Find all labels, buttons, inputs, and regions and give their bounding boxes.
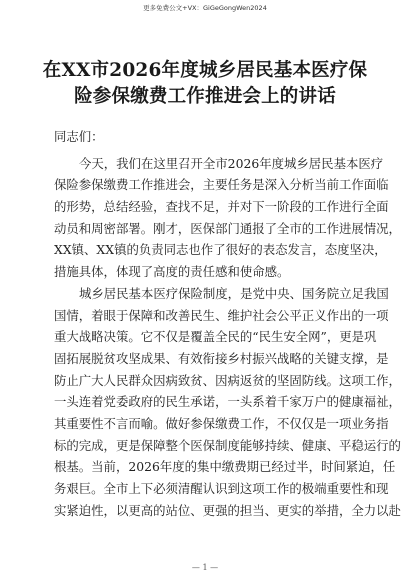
paragraph-2-line: 国情，着眼于保障和改善民生、维护社会公平正义作出的一项	[54, 307, 389, 323]
salutation: 同志们：	[54, 129, 104, 144]
title-line-2: 险参保缴费工作推进会上的讲话	[74, 86, 336, 107]
paragraph-2-line: 防止广大人民群众因病致贫、因病返贫的坚固防线。这项工作，	[54, 372, 401, 388]
paragraph-2-line: 实紧迫性，以更高的站位、更强的担当、更实的举措，全力以赴	[54, 502, 401, 518]
paragraph-2-line: 标的完成，更是保障整个医保制度能够持续、健康、平稳运行的	[54, 437, 401, 453]
paragraph-1-line: 动员和周密部署。刚才，医保部门通报了全市的工作进展情况，	[54, 220, 401, 236]
paragraph-1-line: 今天，我们在这里召开全市2026年度城乡居民基本医疗	[79, 155, 384, 171]
paragraph-2-line: 城乡居民基本医疗保险制度，是党中央、国务院立足我国	[79, 285, 389, 301]
document-body	[54, 126, 401, 521]
top-banner: 更多免费公文+VX：GiGeGongWen2024	[143, 4, 267, 12]
paragraph-1-line: 保险参保缴费工作推进会，主要任务是深入分析当前工作面临	[54, 177, 389, 193]
paragraph-2-line: 务艰巨。全市上下必须清醒认识到这项工作的极端重要性和现	[54, 481, 389, 496]
paragraph-2-line: 一头连着党委政府的民生承诺，一头系着千家万户的健康福祉，	[54, 394, 401, 410]
paragraph-2-line: 固拓展脱贫攻坚成果、有效衔接乡村振兴战略的关键支撑，是	[54, 350, 389, 366]
paragraph-1-line: XX镇、XX镇的负责同志也作了很好的表态发言，态度坚决，	[54, 242, 387, 258]
paragraph-1-line: 的形势，总结经验，查找不足，并对下一阶段的工作进行全面	[54, 199, 389, 215]
document-title	[40, 58, 370, 110]
paragraph-2-line: 根基。当前，2026年度的集中缴费期已经过半，时间紧迫，任	[54, 459, 396, 475]
paragraph-2-line: 其重要性不言而喻。做好参保缴费工作，不仅仅是一项业务指	[54, 415, 389, 431]
paragraph-1-line: 措施具体，体现了高度的责任感和使命感。	[54, 264, 290, 280]
paragraph-2-line: 重大战略决策。它不仅是覆盖全民的“民生安全网”，更是巩	[54, 329, 377, 345]
title-line-1: 在XX市2026年度城乡居民基本医疗保	[42, 60, 368, 81]
page-number: — 1 —	[191, 563, 219, 572]
